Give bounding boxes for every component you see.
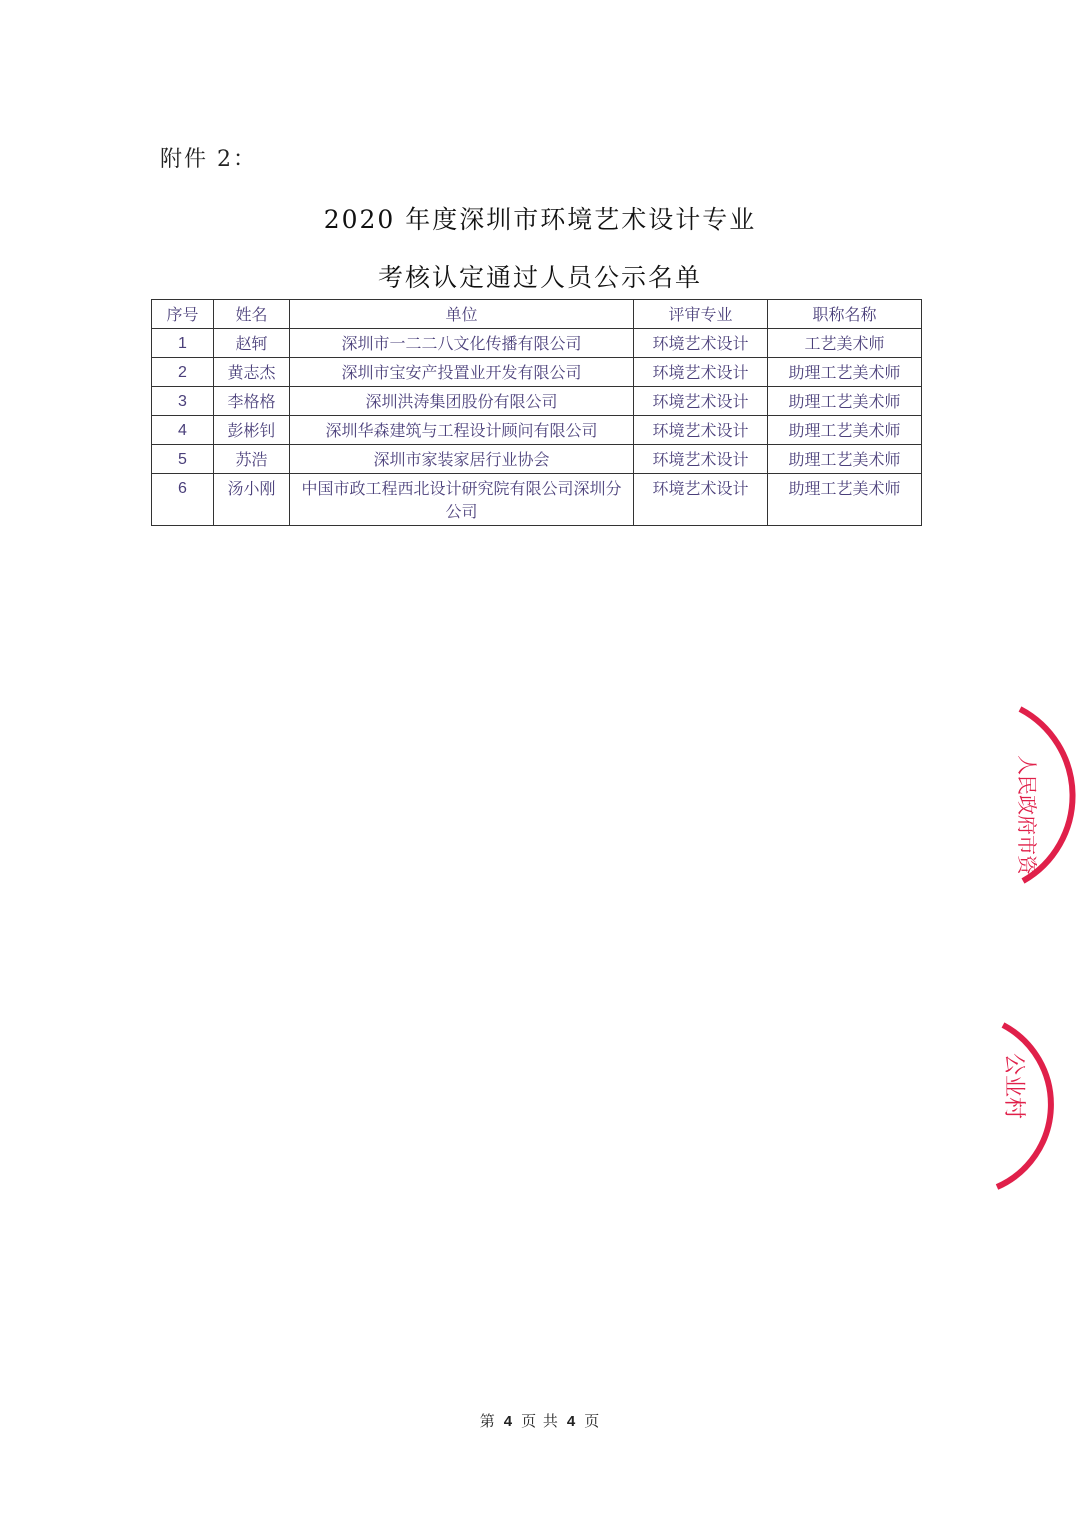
row-no: 2 [152, 358, 214, 387]
row-name: 李格格 [214, 387, 290, 416]
header-title: 职称名称 [768, 300, 922, 329]
seal-graphic [990, 695, 1080, 890]
svg-text:公业村: 公业村 [1001, 1053, 1026, 1120]
row-name: 彭彬钊 [214, 416, 290, 445]
row-unit: 深圳洪涛集团股份有限公司 [290, 387, 634, 416]
row-major: 环境艺术设计 [634, 416, 768, 445]
row-unit: 深圳市家装家居行业协会 [290, 445, 634, 474]
row-unit: 中国市政工程西北设计研究院有限公司深圳分公司 [290, 474, 634, 526]
row-no: 1 [152, 329, 214, 358]
row-major: 环境艺术设计 [634, 474, 768, 526]
header-no: 序号 [152, 300, 214, 329]
table-row [152, 416, 922, 445]
row-title: 助理工艺美术师 [768, 387, 922, 416]
row-unit: 深圳华森建筑与工程设计顾问有限公司 [290, 416, 634, 445]
row-name: 汤小刚 [214, 474, 290, 526]
footer-mid: 页 共 [521, 1412, 559, 1430]
personnel-table [151, 299, 922, 526]
document-title-line2: 考核认定通过人员公示名单 [377, 263, 702, 292]
header-unit: 单位 [290, 300, 634, 329]
seal-graphic-partial [985, 1015, 1080, 1195]
page-footer [0, 1410, 1080, 1431]
table-row [152, 329, 922, 358]
header-name: 姓名 [214, 300, 290, 329]
attachment-label: 附件 2： [160, 147, 257, 172]
table-row [152, 358, 922, 387]
official-seal-stamp [990, 695, 1080, 890]
row-name: 赵轲 [214, 329, 290, 358]
row-title: 助理工艺美术师 [768, 474, 922, 526]
row-unit: 深圳市一二二八文化传播有限公司 [290, 329, 634, 358]
row-unit: 深圳市宝安产投置业开发有限公司 [290, 358, 634, 387]
row-name: 苏浩 [214, 445, 290, 474]
row-name: 黄志杰 [214, 358, 290, 387]
row-title: 工艺美术师 [768, 329, 922, 358]
official-seal-stamp-partial [985, 1015, 1080, 1195]
footer-total-pages: 4 [566, 1413, 577, 1430]
row-major: 环境艺术设计 [634, 358, 768, 387]
row-no: 5 [152, 445, 214, 474]
row-no: 4 [152, 416, 214, 445]
table-header-row [152, 300, 922, 329]
table-row [152, 387, 922, 416]
row-title: 助理工艺美术师 [768, 416, 922, 445]
table-row [152, 474, 922, 526]
row-major: 环境艺术设计 [634, 445, 768, 474]
row-major: 环境艺术设计 [634, 329, 768, 358]
row-no: 3 [152, 387, 214, 416]
row-major: 环境艺术设计 [634, 387, 768, 416]
document-title-line1: 2020 年度深圳市环境艺术设计专业 [323, 205, 757, 234]
footer-prefix: 第 [479, 1412, 496, 1430]
svg-text:人民政府市资: 人民政府市资 [1015, 755, 1039, 875]
table-row [152, 445, 922, 474]
row-title: 助理工艺美术师 [768, 445, 922, 474]
footer-suffix: 页 [584, 1412, 601, 1430]
row-title: 助理工艺美术师 [768, 358, 922, 387]
row-no: 6 [152, 474, 214, 526]
footer-page-number: 4 [503, 1413, 514, 1430]
header-major: 评审专业 [634, 300, 768, 329]
